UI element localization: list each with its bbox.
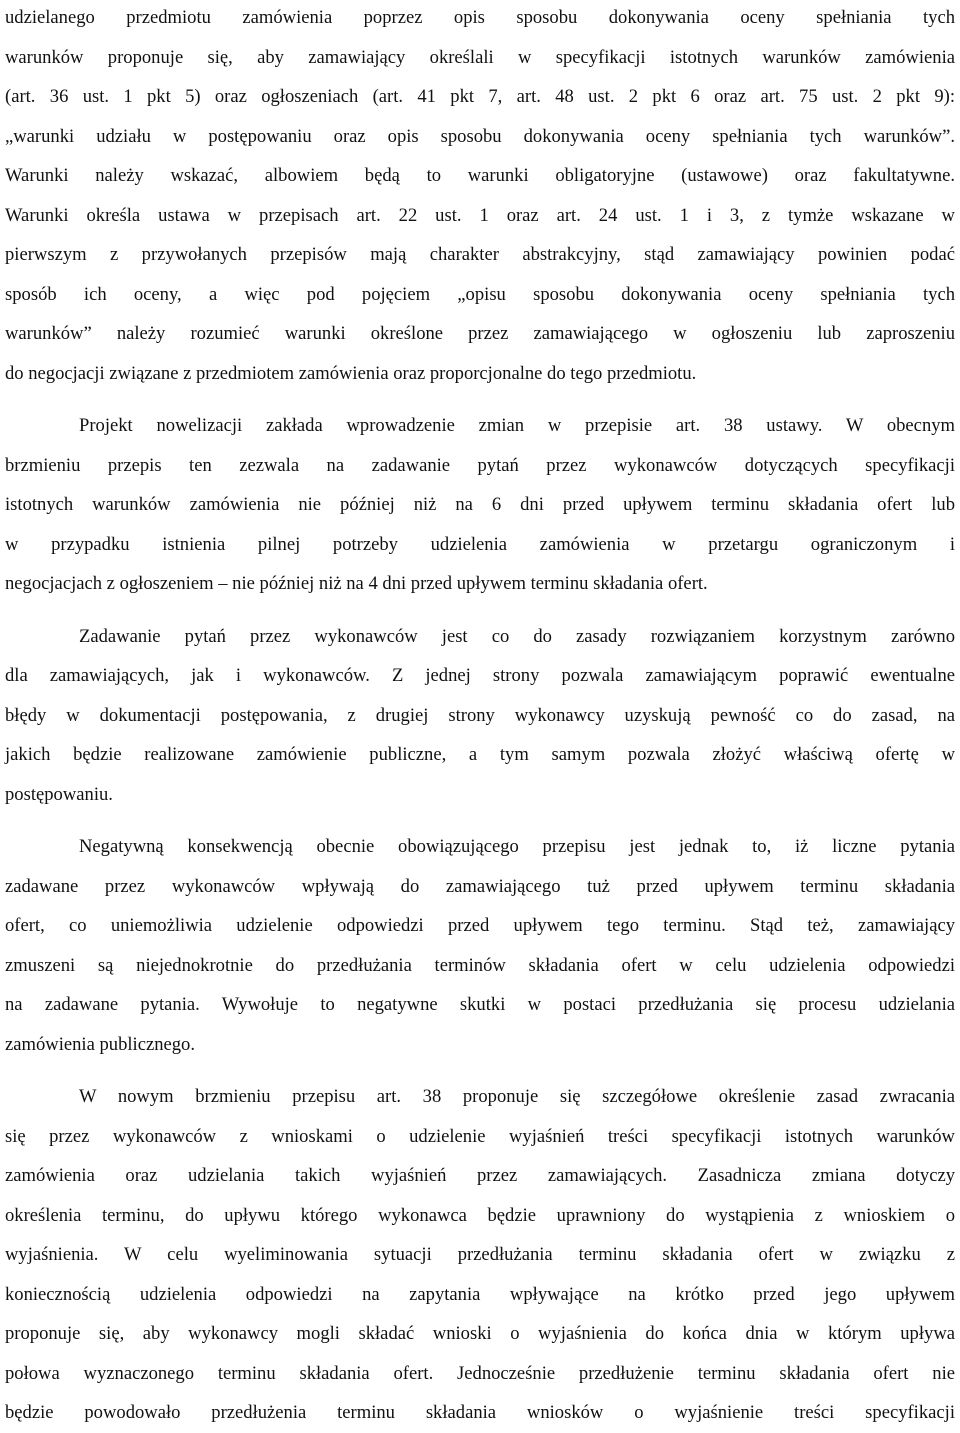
- text-line: do negocjacji związane z przedmiotem zamówienia oraz proporcjonalne do tego przedmiotu.: [5, 362, 697, 384]
- text-line: proponuje się, aby wykonawcy mogli składać wnioski o wyjaśnienia do końca dnia w którym upływa: [5, 1323, 955, 1344]
- paragraph-2: [5, 406, 955, 604]
- text-line: „warunki udziału w postępowaniu oraz opis sposobu dokonywania oceny spełniania tych warunków”.: [5, 125, 955, 147]
- text-line: w przypadku istnienia pilnej potrzeby udzielenia zamówienia w przetargu ograniczonym i: [5, 533, 955, 555]
- text-line: określenia terminu, do upływu którego wykonawca będzie uprawniony do wystąpienia z wnioskiem o: [5, 1204, 955, 1226]
- document-page: [5, 0, 955, 1433]
- text-line: brzmieniu przepis ten zezwala na zadawanie pytań przez wykonawców dotyczących specyfikacji: [5, 454, 955, 476]
- text-line: zadawane przez wykonawców wpływają do zamawiającego tuż przed upływem terminu składania: [5, 875, 955, 897]
- text-line: Zadawanie pytań przez wykonawców jest co do zasady rozwiązaniem korzystnym zarówno: [79, 625, 955, 647]
- text-line: warunków” należy rozumieć warunki określone przez zamawiającego w ogłoszeniu lub zaproszeniu: [5, 323, 955, 344]
- text-line: postępowaniu.: [5, 783, 113, 805]
- text-line: ofert, co uniemożliwia udzielenie odpowiedzi przed upływem tego terminu. Stąd też, zamawiający: [5, 915, 955, 936]
- text-line: będzie powodowało przedłużenia terminu składania wniosków o wyjaśnienie treści specyfikacji: [5, 1402, 955, 1423]
- text-line: jakich będzie realizowane zamówienie publiczne, a tym samym pozwala złożyć właściwą ofertę w: [5, 744, 955, 765]
- paragraph-gap: [5, 1064, 955, 1077]
- text-line: (art. 36 ust. 1 pkt 5) oraz ogłoszeniach (art. 41 pkt 7, art. 48 ust. 2 pkt 6 oraz art. 75 ust. 2 pkt 9):: [5, 86, 955, 107]
- text-line: negocjacjach z ogłoszeniem – nie później niż na 4 dni przed upływem terminu składania ofert.: [5, 573, 708, 594]
- paragraph-3: [5, 617, 955, 815]
- text-line: dla zamawiających, jak i wykonawców. Z jednej strony pozwala zamawiającym poprawić ewentualne: [5, 665, 955, 686]
- text-line: połowa wyznaczonego terminu składania ofert. Jednocześnie przedłużenie terminu składania ofert nie: [5, 1362, 955, 1384]
- paragraph-5: [5, 1077, 955, 1433]
- paragraph-1: [5, 0, 955, 393]
- text-line: udzielanego przedmiotu zamówienia poprzez opis sposobu dokonywania oceny spełniania tych: [5, 7, 955, 28]
- text-line: się przez wykonawców z wnioskami o udzielenie wyjaśnień treści specyfikacji istotnych warunków: [5, 1125, 955, 1147]
- paragraph-gap: [5, 393, 955, 406]
- text-line: W nowym brzmieniu przepisu art. 38 proponuje się szczegółowe określenie zasad zwracania: [79, 1086, 955, 1107]
- text-line: istotnych warunków zamówienia nie później niż na 6 dni przed upływem terminu składania ofert lub: [5, 494, 955, 515]
- text-line: Warunki należy wskazać, albowiem będą to warunki obligatoryjne (ustawowe) oraz fakultatywne.: [5, 165, 955, 186]
- text-line: Projekt nowelizacji zakłada wprowadzenie zmian w przepisie art. 38 ustawy. W obecnym: [79, 415, 955, 436]
- text-line: zamówienia oraz udzielania takich wyjaśnień przez zamawiających. Zasadnicza zmiana dotyczy: [5, 1165, 955, 1186]
- text-line: na zadawane pytania. Wywołuje to negatywne skutki w postaci przedłużania się procesu udzielania: [5, 994, 955, 1015]
- text-line: Negatywną konsekwencją obecnie obowiązującego przepisu jest jednak to, iż liczne pytania: [79, 836, 955, 857]
- text-line: Warunki określa ustawa w przepisach art. 22 ust. 1 oraz art. 24 ust. 1 i 3, z tymże wskazane w: [5, 204, 955, 226]
- text-line: wyjaśnienia. W celu wyeliminowania sytuacji przedłużania terminu składania ofert w związku z: [5, 1244, 955, 1265]
- paragraph-4: [5, 827, 955, 1064]
- text-line: błędy w dokumentacji postępowania, z drugiej strony wykonawcy uzyskują pewność co do zasad, na: [5, 704, 955, 726]
- paragraph-gap: [5, 814, 955, 827]
- text-line: koniecznością udzielenia odpowiedzi na zapytania wpływające na krótko przed jego upływem: [5, 1283, 955, 1305]
- text-line: zamówienia publicznego.: [5, 1033, 195, 1055]
- paragraph-gap: [5, 604, 955, 617]
- text-line: warunków proponuje się, aby zamawiający określali w specyfikacji istotnych warunków zamówienia: [5, 46, 955, 68]
- text-line: zmuszeni są niejednokrotnie do przedłużania terminów składania ofert w celu udzielenia odpowiedzi: [5, 954, 955, 976]
- text-line: sposób ich oceny, a więc pod pojęciem „opisu sposobu dokonywania oceny spełniania tych: [5, 283, 955, 305]
- text-line: pierwszym z przywołanych przepisów mają charakter abstrakcyjny, stąd zamawiający powinien podać: [5, 244, 955, 265]
